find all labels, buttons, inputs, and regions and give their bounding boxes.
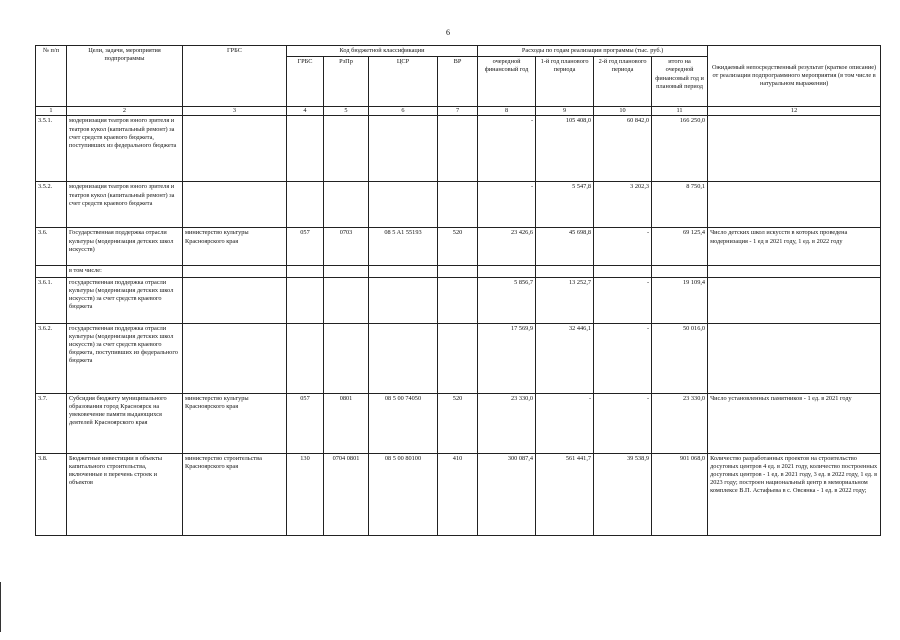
row-code-grbs [287,182,324,228]
row-exp-current: 300 087,4 [478,453,536,535]
row-name: Бюджетные инвестиции в объекты капитального строительства, включенные в перечень строек и объектов [67,453,183,535]
row-code-csr [369,266,438,277]
row-grbs: министерство строительства Красноярского края [183,453,287,535]
column-number: 11 [652,107,708,116]
column-number: 2 [67,107,183,116]
row-grbs: министерство культуры Красноярского края [183,393,287,453]
table-row [36,266,881,277]
row-number: 3.8. [36,453,67,535]
table-row [36,228,881,266]
row-code-csr: 08 5 00 74050 [369,393,438,453]
column-number: 5 [324,107,369,116]
row-number: 3.5.1. [36,116,67,182]
row-number: 3.5.2. [36,182,67,228]
row-code-rzpr: 0704 0801 [324,453,369,535]
row-code-csr: 08 5 00 80100 [369,453,438,535]
row-result [708,116,881,182]
row-exp-total: 8 750,1 [652,182,708,228]
row-result: Число детских школ искусств в которых проведена модернизация - 1 ед в 2021 году, 1 ед. в 2022 году [708,228,881,266]
header-exp-year1: 1-й год планового периода [536,57,594,107]
column-number: 3 [183,107,287,116]
row-number [36,266,67,277]
header-code-grbs: ГРБС [287,57,324,107]
program-table [35,45,881,536]
row-name: государственная поддержка отрасли культуры (модернизация детских школ искусств) за счет средств краевого бюджета [67,277,183,323]
row-grbs [183,182,287,228]
row-code-csr [369,323,438,393]
row-code-grbs [287,277,324,323]
row-code-grbs [287,323,324,393]
row-code-csr [369,116,438,182]
row-name: модернизация театров юного зрителя и театров кукол (капитальный ремонт) за счет средств краевого бюджета [67,182,183,228]
table-row [36,323,881,393]
row-code-grbs: 057 [287,228,324,266]
header-result: Ожидаемый непосредственный результат (краткое описание) от реализации подпрограммного мероприятия (в том числе в натуральном выражении) [708,46,881,107]
row-exp-year2: 60 842,0 [594,116,652,182]
row-code-rzpr [324,116,369,182]
row-exp-total: 901 068,0 [652,453,708,535]
row-code-rzpr [324,182,369,228]
column-number: 9 [536,107,594,116]
page-number: 6 [446,28,450,37]
row-result: Число установленных памятников - 1 ед. в 2021 году [708,393,881,453]
header-code-csr: ЦСР [369,57,438,107]
row-grbs [183,323,287,393]
row-exp-total: 166 250,0 [652,116,708,182]
row-exp-year1: 13 252,7 [536,277,594,323]
header-code-vr: ВР [438,57,478,107]
row-result [708,277,881,323]
row-exp-year1: 5 547,8 [536,182,594,228]
table-row [36,393,881,453]
row-exp-year1 [536,266,594,277]
row-code-vr [438,277,478,323]
row-code-csr: 08 5 A1 55193 [369,228,438,266]
row-code-vr: 520 [438,393,478,453]
header-exp-year2: 2-й год планового периода [594,57,652,107]
row-exp-year1: - [536,393,594,453]
row-code-vr: 410 [438,453,478,535]
header-grbs: ГРБС [183,46,287,107]
row-result: Количество разработанных проектов на строительство досуговых центров 4 ед. в 2021 году, количество построенных досуговых центров - 1 ед. в 2021 году, 3 ед. в 2022 году, 1 ед. в 2023 году; построен национальный центр в мемориальном комплексе В.П. Астафьева в с. Овсянка - 1 ед. в 2022 году; [708,453,881,535]
row-code-grbs [287,116,324,182]
row-number: 3.7. [36,393,67,453]
header-budget-code: Код бюджетной классификации [287,46,478,57]
table-body [36,116,881,535]
row-exp-year2: - [594,277,652,323]
header-exp-total: итого на очередной финансовый год и плановый период [652,57,708,107]
row-grbs [183,266,287,277]
column-number: 7 [438,107,478,116]
row-code-grbs: 057 [287,393,324,453]
header-expenses: Расходы по годам реализации программы (тыс. руб.) [478,46,708,57]
row-grbs [183,116,287,182]
column-number: 10 [594,107,652,116]
column-number: 6 [369,107,438,116]
row-exp-current: - [478,182,536,228]
table-row [36,277,881,323]
row-name: государственная поддержка отрасли культуры (модернизация детских школ искусств) за счет средств краевого бюджета, поступивших из федерального бюджета [67,323,183,393]
scan-edge-mark [0,582,1,632]
column-number: 8 [478,107,536,116]
row-code-vr [438,182,478,228]
column-number: 1 [36,107,67,116]
row-exp-year2: - [594,393,652,453]
row-result [708,182,881,228]
header-goals: Цели, задачи, мероприятия подпрограммы [67,46,183,107]
row-code-grbs: 130 [287,453,324,535]
column-number: 12 [708,107,881,116]
row-code-grbs [287,266,324,277]
row-result [708,266,881,277]
row-exp-year2 [594,266,652,277]
row-exp-year1: 561 441,7 [536,453,594,535]
row-exp-total: 23 330,0 [652,393,708,453]
row-exp-year2: - [594,323,652,393]
row-exp-total: 50 016,0 [652,323,708,393]
table-row [36,453,881,535]
row-code-rzpr: 0703 [324,228,369,266]
row-exp-total [652,266,708,277]
row-exp-current: 23 330,0 [478,393,536,453]
row-exp-year1: 105 408,0 [536,116,594,182]
row-result [708,323,881,393]
row-code-vr [438,266,478,277]
row-number: 3.6. [36,228,67,266]
header-no: № п/п [36,46,67,107]
row-exp-year2: 39 538,9 [594,453,652,535]
row-exp-total: 69 125,4 [652,228,708,266]
row-exp-year1: 32 446,1 [536,323,594,393]
row-code-vr [438,116,478,182]
row-number: 3.6.1. [36,277,67,323]
row-number: 3.6.2. [36,323,67,393]
row-name: модернизация театров юного зрителя и театров кукол (капитальный ремонт) за счет средств краевого бюджета, поступивших из федерального бюджета [67,116,183,182]
table-row [36,182,881,228]
row-exp-year2: - [594,228,652,266]
row-exp-current: - [478,116,536,182]
row-exp-current: 5 856,7 [478,277,536,323]
header-exp-current: очередной финансовый год [478,57,536,107]
column-number: 4 [287,107,324,116]
row-code-csr [369,182,438,228]
row-exp-year2: 3 202,3 [594,182,652,228]
row-exp-current: 23 426,6 [478,228,536,266]
row-code-rzpr: 0801 [324,393,369,453]
row-grbs: министерство культуры Красноярского края [183,228,287,266]
row-exp-current: 17 569,9 [478,323,536,393]
row-code-rzpr [324,266,369,277]
row-grbs [183,277,287,323]
table-row [36,116,881,182]
row-exp-current [478,266,536,277]
row-code-rzpr [324,323,369,393]
row-code-rzpr [324,277,369,323]
row-name: Субсидия бюджету муниципального образования город Красноярск на увековечение памяти выдающихся деятелей Красноярского края [67,393,183,453]
row-code-csr [369,277,438,323]
row-exp-total: 19 109,4 [652,277,708,323]
row-name: Государственная поддержка отрасли культуры (модернизация детских школ искусств) [67,228,183,266]
row-code-vr [438,323,478,393]
row-exp-year1: 45 698,8 [536,228,594,266]
header-code-rzpr: РзПр [324,57,369,107]
row-name: в том числе: [67,266,183,277]
row-code-vr: 520 [438,228,478,266]
